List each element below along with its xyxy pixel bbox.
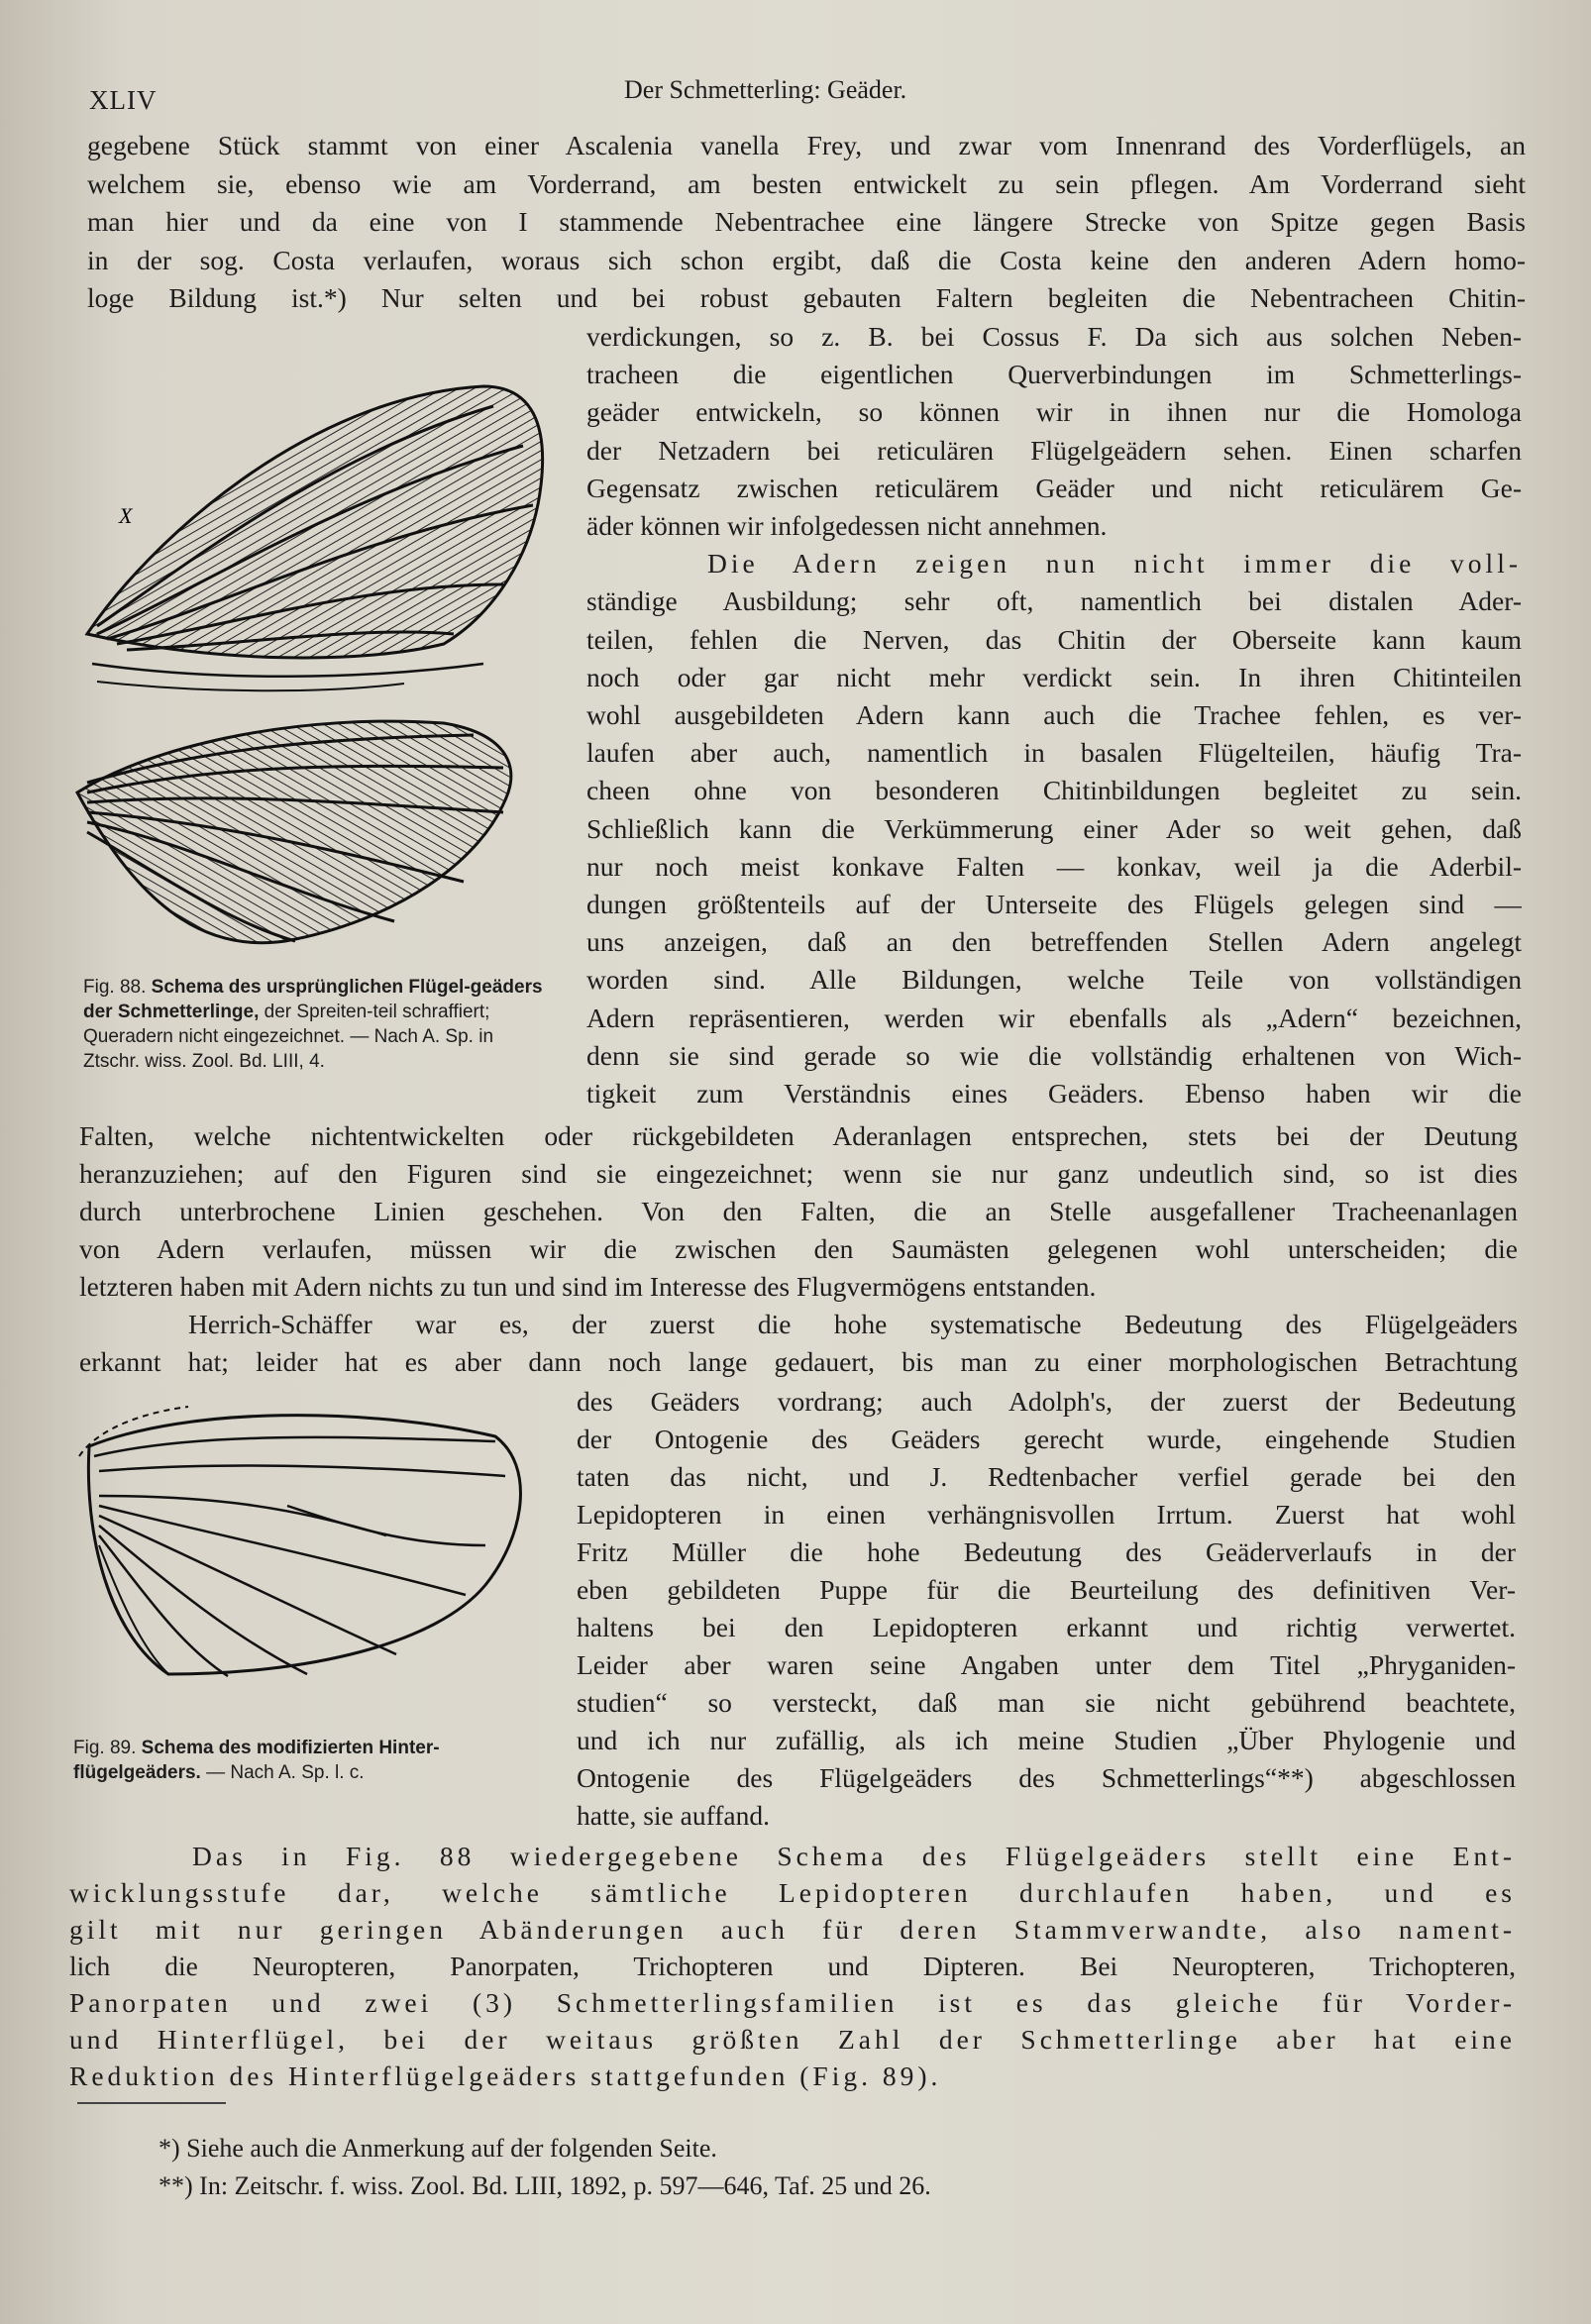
text-line: denn sie sind gerade so wie die vollständig erhaltenen von Wich- — [586, 1039, 1522, 1071]
final-paragraph — [69, 1838, 1516, 2094]
text-line: haltens bei den Lepidopteren erkannt und richtig verwertet. — [577, 1612, 1516, 1642]
fig88-wing-diagram — [67, 367, 563, 951]
text-line: Panorpaten und zwei (3) Schmetterlingsfamilien ist es das gleiche für Vorder- — [69, 1987, 1516, 2018]
text-line: Fritz Müller die hohe Bedeutung des Geäderverlaufs in der — [577, 1536, 1516, 1567]
text-line: Schließlich kann die Verkümmerung einer Ader so weit gehen, daß — [586, 812, 1522, 844]
text-line: Falten, welche nichtentwickelten oder rückgebildeten Aderanlagen entsprechen, stets bei der Deutung — [79, 1120, 1518, 1151]
text-line: cheen ohne von besonderen Chitinbildungen begleitet zu sein. — [586, 775, 1522, 806]
text-line: studien“ so versteckt, daß man sie nicht gebührend beachtete, — [577, 1687, 1516, 1718]
modified-hindwing-schema — [79, 1407, 520, 1676]
fig89-caption-title: Schema des modifizierten Hinter-flügelgeäders. — [73, 1738, 440, 1783]
text-line: man hier und da eine von I stammende Nebentrachee eine längere Strecke von Spitze gegen Basis — [87, 206, 1526, 238]
text-line: durch unterbrochene Linien geschehen. Von den Falten, die an Stelle ausgefallener Tracheenanlagen — [79, 1196, 1518, 1226]
fig88-caption — [83, 975, 549, 1074]
text-line: ständige Ausbildung; sehr oft, namentlich bei distalen Ader- — [586, 585, 1522, 617]
running-title: Der Schmetterling: Geäder. — [624, 75, 907, 104]
text-line: der Ontogenie des Geäders gerecht wurde, eingehende Studien — [577, 1424, 1516, 1454]
text-line: eben gebildeten Puppe für die Beurteilung des definitiven Ver- — [577, 1574, 1516, 1605]
text-line: und ich nur zufällig, als ich meine Studien „Über Phylogenie und — [577, 1725, 1516, 1755]
intro-paragraph — [87, 127, 1526, 318]
text-line: in der sog. Costa verlaufen, woraus sich schon ergibt, daß die Costa keine den anderen Adern homo- — [87, 244, 1526, 275]
fig89-wing-diagram — [69, 1387, 535, 1684]
page-number: XLIV — [89, 85, 158, 115]
middle-paragraph — [79, 1117, 1518, 1381]
text-line: äder können wir infolgedessen nicht annehmen. — [586, 510, 1108, 542]
text-line: gegebene Stück stammt von einer Ascalenia vanella Frey, und zwar vom Innenrand des Vorderflügels, an — [87, 130, 1526, 160]
text-line: wicklungsstufe dar, welche sämtliche Lepidopteren durchlaufen haben, und es — [69, 1877, 1516, 1908]
text-line: nur noch meist konkave Falten — konkav, weil ja die Aderbil- — [586, 850, 1522, 882]
text-line: der Netzadern bei reticulären Flügelgeädern sehen. Einen scharfen — [586, 434, 1522, 466]
fig88-caption-label: Fig. 88. — [83, 977, 147, 998]
text-line: Lepidopteren in einen verhängnisvollen Irrtum. Zuerst hat wohl — [577, 1499, 1516, 1530]
text-line: noch oder gar nicht mehr verdickt sein. In ihren Chitinteilen — [586, 661, 1522, 692]
text-line: Adern repräsentieren, werden wir ebenfalls als „Adern“ bezeichnen, — [586, 1002, 1522, 1033]
text-line: worden sind. Alle Bildungen, welche Teile von vollständigen — [586, 964, 1522, 996]
text-line: Herrich-Schäffer war es, der zuerst die hohe systematische Bedeutung des Flügelgeäders — [188, 1309, 1518, 1339]
text-line: Ontogenie des Flügelgeäders des Schmetterlings“**) abgeschlossen — [577, 1762, 1516, 1793]
text-line: laufen aber auch, namentlich in basalen Flügelteilen, häufig Tra- — [586, 737, 1522, 769]
text-line: des Geäders vordrang; auch Adolph's, der zuerst der Bedeutung — [577, 1386, 1516, 1417]
fig89-caption — [73, 1736, 539, 1785]
text-line: letzteren haben mit Adern nichts zu tun und sind im Interesse des Flugvermögens entstanden. — [79, 1271, 1097, 1302]
right-column-text-2 — [577, 1383, 1516, 1835]
text-line: tracheen die eigentlichen Querverbindungen im Schmetterlings- — [586, 359, 1522, 390]
text-line: verdickungen, so z. B. bei Cossus F. Da sich aus solchen Neben- — [586, 321, 1522, 352]
fig-label-x: X — [119, 503, 133, 528]
text-line: gilt mit nur geringen Abänderungen auch für deren Stammverwandte, also nament- — [69, 1914, 1516, 1945]
text-line: welchem sie, ebenso wie am Vorderrand, am besten entwickelt zu sein pflegen. Am Vorderrand sieht — [87, 167, 1526, 199]
text-line: Reduktion des Hinterflügelgeäders stattgefunden (Fig. 89). — [69, 2060, 942, 2091]
fig88-caption-rest: der Spreiten-teil schraffiert; Queradern nicht eingezeichnet. — Nach A. Sp. in Ztschr. wiss. Zool. Bd. LIII, 4. — [83, 1002, 494, 1072]
text-line: taten das nicht, und J. Redtenbacher verfiel gerade bei den — [577, 1461, 1516, 1492]
footnote-divider — [77, 2102, 226, 2104]
text-line: dungen größtenteils auf der Unterseite des Flügels gelegen sind — — [586, 889, 1522, 920]
text-line: teilen, fehlen die Nerven, das Chitin der Oberseite kann kaum — [586, 623, 1522, 655]
footnotes — [159, 2130, 931, 2205]
fig89-caption-rest: — Nach A. Sp. l. c. — [206, 1762, 365, 1783]
text-line: Gegensatz zwischen reticulärem Geäder und nicht reticulärem Ge- — [586, 472, 1522, 503]
text-line: tigkeit zum Verständnis eines Geäders. Ebenso haben wir die — [586, 1078, 1522, 1109]
text-line: loge Bildung ist.*) Nur selten und bei robust gebauten Faltern begleiten die Nebentracheen Chitin- — [87, 282, 1526, 314]
text-line: heranzuziehen; auf den Figuren sind sie eingezeichnet; wenn sie nur ganz undeutlich sind, so ist dies — [79, 1158, 1518, 1189]
text-line: Die Adern zeigen nun nicht immer die voll- — [707, 548, 1522, 580]
hindwing-schema — [77, 721, 511, 943]
text-line: uns anzeigen, daß an den betreffenden Stellen Adern angelegt — [586, 926, 1522, 958]
footnote-2: **) In: Zeitschr. f. wiss. Zool. Bd. LIII, 1892, p. 597—646, Taf. 25 und 26. — [159, 2171, 931, 2200]
forewing-schema — [87, 386, 543, 690]
text-line: Leider aber waren seine Angaben unter dem Titel „Phryganiden- — [577, 1649, 1516, 1680]
text-line: lich die Neuropteren, Panorpaten, Trichopteren und Dipteren. Bei Neuropteren, Trichopteren, — [69, 1951, 1516, 1981]
text-line: Das in Fig. 88 wiedergegebene Schema des Flügelgeäders stellt eine Ent- — [192, 1841, 1516, 1871]
text-line: wohl ausgebildeten Adern kann auch die Trachee fehlen, es ver- — [586, 699, 1522, 731]
text-line: von Adern verlaufen, müssen wir die zwischen den Saumästen gelegenen wohl unterscheiden; die — [79, 1233, 1518, 1264]
text-line: hatte, sie auffand. — [577, 1800, 770, 1831]
fig88-caption-title: Schema des ursprünglichen Flügel-geäders der Schmetterlinge, — [83, 977, 543, 1022]
text-line: und Hinterflügel, bei der weitaus größten Zahl der Schmetterlinge aber hat eine — [69, 2024, 1516, 2055]
footnote-1: *) Siehe auch die Anmerkung auf der folgenden Seite. — [159, 2134, 717, 2163]
right-column-text — [586, 318, 1522, 1112]
text-line: geäder entwickeln, so können wir in ihnen nur die Homologa — [586, 396, 1522, 428]
text-line: erkannt hat; leider hat es aber dann noch lange gedauert, bis man zu einer morphologischen Betrachtung — [79, 1346, 1518, 1377]
fig89-caption-label: Fig. 89. — [73, 1738, 137, 1758]
